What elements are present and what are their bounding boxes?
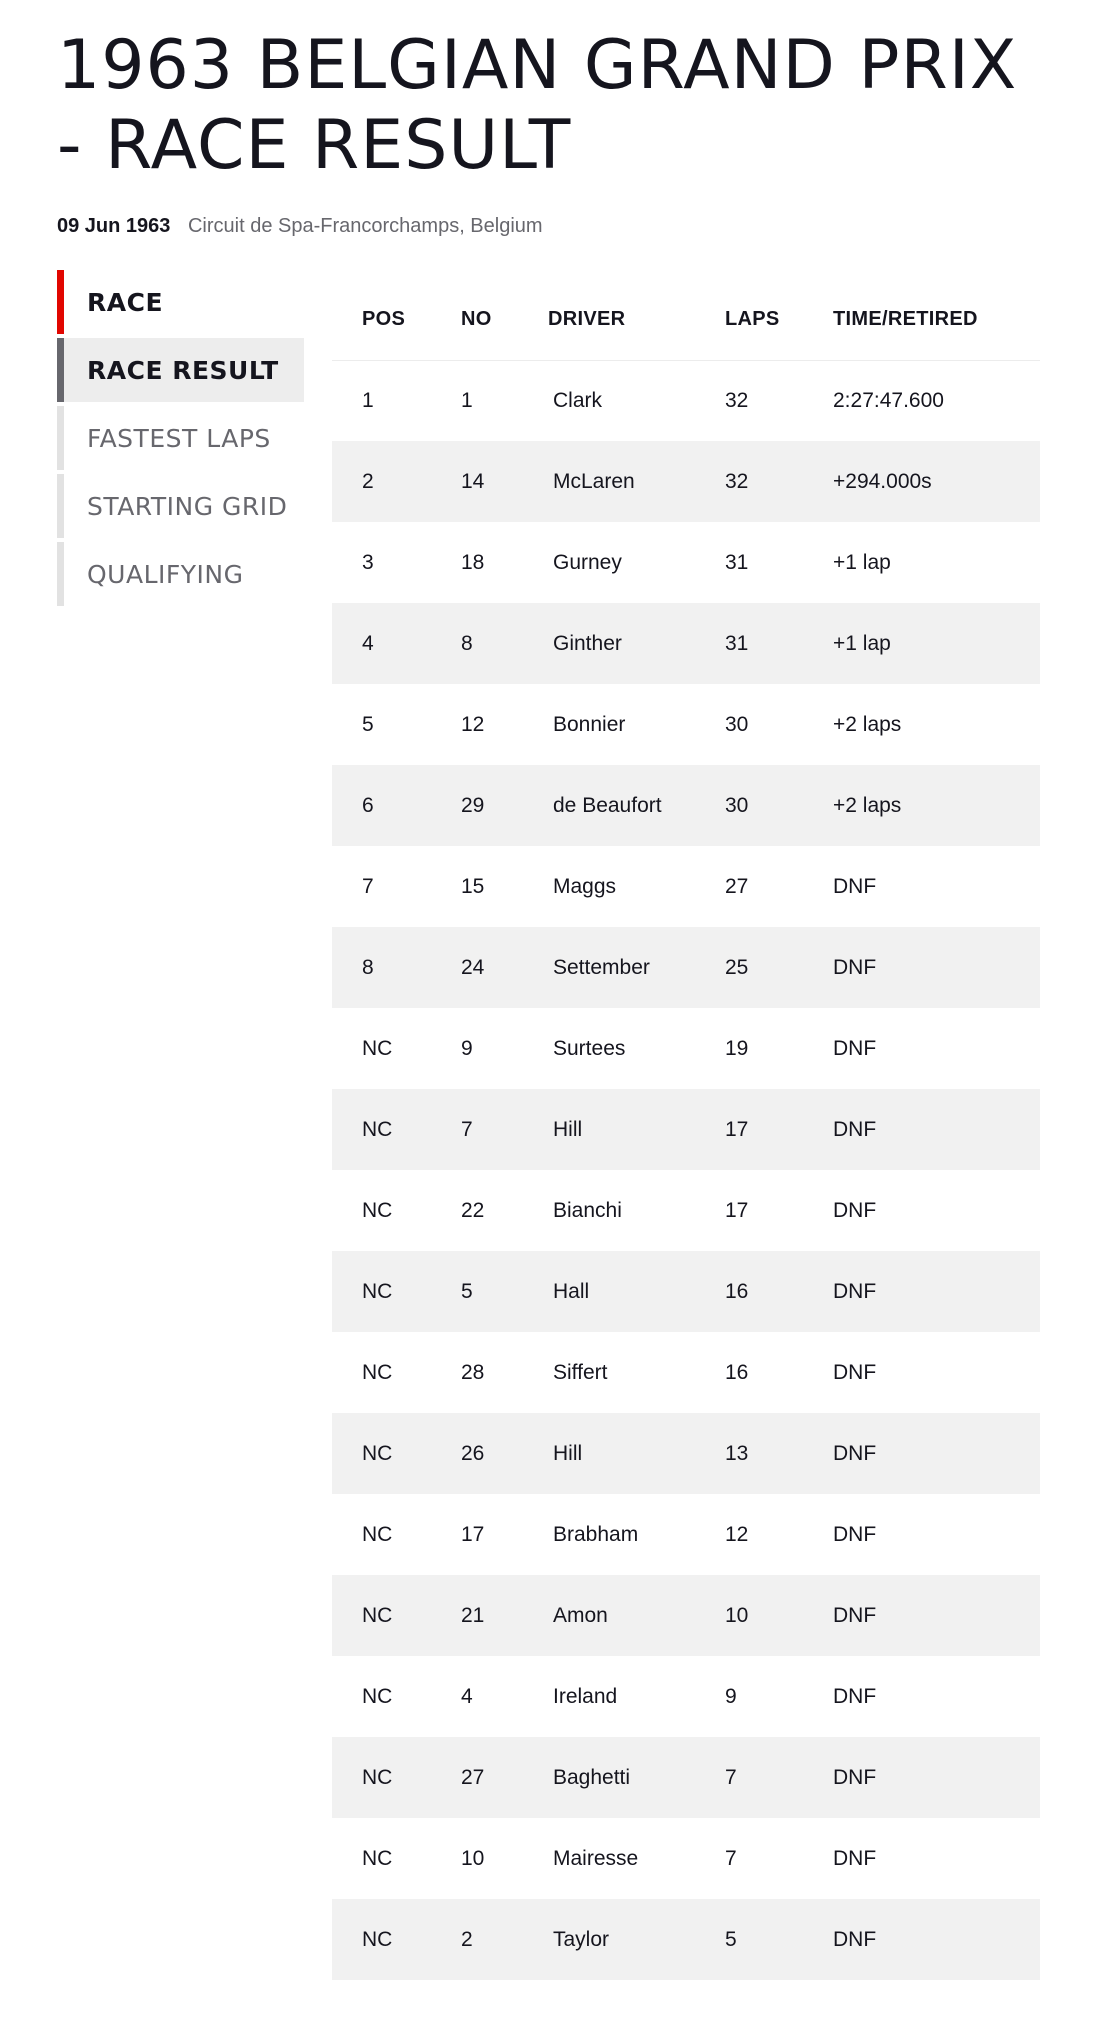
cell-driver: Hill	[553, 1117, 583, 1141]
race-circuit: Circuit de Spa-Francorchamps, Belgium	[187, 215, 543, 237]
cell-pos: 8	[362, 955, 374, 979]
cell-pos: 3	[362, 550, 374, 574]
cell-laps: 31	[725, 550, 749, 574]
cell-laps: 32	[725, 388, 749, 412]
cell-laps: 7	[725, 1846, 737, 1870]
sidebar-item-qualifying[interactable]: QUALIFYING	[57, 542, 304, 606]
cell-pos: 7	[362, 874, 374, 898]
cell-laps: 12	[725, 1522, 749, 1546]
cell-driver: Taylor	[553, 1927, 610, 1951]
cell-car-number: 10	[461, 1846, 485, 1870]
table-row[interactable]	[332, 1656, 1040, 1737]
cell-laps: 31	[725, 631, 749, 655]
table-row[interactable]	[332, 846, 1040, 927]
results-table	[332, 280, 1040, 1980]
cell-car-number: 14	[461, 469, 485, 493]
cell-driver: Ireland	[553, 1684, 618, 1708]
cell-time-retired: +1 lap	[833, 631, 891, 655]
cell-driver: McLaren	[553, 469, 635, 493]
cell-pos: NC	[362, 1522, 393, 1546]
cell-time-retired: DNF	[833, 1117, 877, 1141]
table-row[interactable]	[332, 1251, 1040, 1332]
cell-time-retired: 2:27:47.600	[833, 388, 944, 412]
cell-driver: Bonnier	[553, 712, 626, 736]
cell-laps: 9	[725, 1684, 737, 1708]
table-row[interactable]	[332, 1899, 1040, 1980]
cell-laps: 17	[725, 1198, 749, 1222]
cell-pos: 1	[362, 388, 374, 412]
cell-time-retired: DNF	[833, 1360, 877, 1384]
cell-laps: 30	[725, 793, 749, 817]
cell-laps: 13	[725, 1441, 749, 1465]
header-driver: DRIVER	[548, 308, 626, 331]
cell-pos: NC	[362, 1603, 393, 1627]
table-row[interactable]	[332, 927, 1040, 1008]
cell-car-number: 5	[461, 1279, 473, 1303]
cell-laps: 25	[725, 955, 749, 979]
table-row[interactable]	[332, 1818, 1040, 1899]
cell-pos: NC	[362, 1198, 393, 1222]
cell-car-number: 29	[461, 793, 485, 817]
cell-driver: Mairesse	[553, 1846, 639, 1870]
cell-laps: 17	[725, 1117, 749, 1141]
cell-time-retired: DNF	[833, 1441, 877, 1465]
cell-pos: NC	[362, 1684, 393, 1708]
table-row[interactable]	[332, 1413, 1040, 1494]
cell-car-number: 24	[461, 955, 485, 979]
cell-car-number: 22	[461, 1198, 485, 1222]
cell-driver: Siffert	[553, 1360, 608, 1384]
cell-car-number: 17	[461, 1522, 485, 1546]
header-pos: POS	[362, 308, 406, 331]
cell-time-retired: DNF	[833, 1198, 877, 1222]
cell-driver: Hill	[553, 1441, 583, 1465]
header-no: NO	[461, 308, 492, 331]
cell-car-number: 1	[461, 388, 473, 412]
table-row[interactable]	[332, 765, 1040, 846]
cell-laps: 19	[725, 1036, 749, 1060]
table-row[interactable]	[332, 1089, 1040, 1170]
cell-pos: 2	[362, 469, 374, 493]
cell-driver: Clark	[553, 388, 603, 412]
cell-time-retired: DNF	[833, 1927, 877, 1951]
cell-driver: Settember	[553, 955, 650, 979]
cell-laps: 27	[725, 874, 749, 898]
cell-laps: 5	[725, 1927, 737, 1951]
cell-driver: Ginther	[553, 631, 622, 655]
cell-time-retired: DNF	[833, 1846, 877, 1870]
cell-time-retired: +1 lap	[833, 550, 891, 574]
sidebar-item-race[interactable]: RACE	[57, 270, 304, 334]
sidebar-item-fastest-laps[interactable]: FASTEST LAPS	[57, 406, 304, 470]
table-row[interactable]	[332, 1170, 1040, 1251]
table-row[interactable]	[332, 360, 1040, 441]
cell-driver: Baghetti	[553, 1765, 631, 1789]
cell-pos: NC	[362, 1441, 393, 1465]
cell-pos: NC	[362, 1846, 393, 1870]
table-row[interactable]	[332, 1575, 1040, 1656]
cell-car-number: 21	[461, 1603, 485, 1627]
cell-time-retired: DNF	[833, 874, 877, 898]
cell-car-number: 8	[461, 631, 473, 655]
table-header	[332, 280, 1040, 360]
cell-pos: 5	[362, 712, 374, 736]
cell-time-retired: DNF	[833, 1036, 877, 1060]
cell-driver: de Beaufort	[553, 793, 662, 817]
results-sidebar	[57, 270, 304, 610]
table-row[interactable]	[332, 1008, 1040, 1089]
cell-time-retired: DNF	[833, 1603, 877, 1627]
race-meta	[57, 212, 543, 240]
race-date: 09 Jun 1963	[57, 215, 171, 237]
cell-car-number: 12	[461, 712, 485, 736]
cell-pos: NC	[362, 1360, 393, 1384]
cell-laps: 16	[725, 1279, 749, 1303]
cell-laps: 16	[725, 1360, 749, 1384]
cell-time-retired: DNF	[833, 1279, 877, 1303]
cell-time-retired: DNF	[833, 1522, 877, 1546]
cell-pos: NC	[362, 1765, 393, 1789]
sidebar-item-starting-grid[interactable]: STARTING GRID	[57, 474, 304, 538]
cell-car-number: 9	[461, 1036, 473, 1060]
header-row	[332, 280, 1040, 360]
cell-pos: 4	[362, 631, 374, 655]
cell-time-retired: +2 laps	[833, 793, 902, 817]
cell-driver: Brabham	[553, 1522, 639, 1546]
cell-time-retired: DNF	[833, 955, 877, 979]
cell-car-number: 7	[461, 1117, 473, 1141]
cell-time-retired: +2 laps	[833, 712, 902, 736]
cell-car-number: 27	[461, 1765, 485, 1789]
table-row[interactable]	[332, 684, 1040, 765]
cell-car-number: 26	[461, 1441, 485, 1465]
cell-pos: NC	[362, 1279, 393, 1303]
cell-car-number: 2	[461, 1927, 473, 1951]
cell-time-retired: DNF	[833, 1765, 877, 1789]
sidebar-item-race-result[interactable]: RACE RESULT	[57, 338, 304, 402]
header-laps: LAPS	[725, 308, 780, 331]
page-title: 1963 BELGIAN GRAND PRIX - RACE RESULT	[57, 26, 1018, 185]
cell-car-number: 18	[461, 550, 485, 574]
cell-pos: NC	[362, 1927, 393, 1951]
cell-pos: NC	[362, 1036, 393, 1060]
table-row[interactable]	[332, 1737, 1040, 1818]
table-row[interactable]	[332, 522, 1040, 603]
table-row[interactable]	[332, 1494, 1040, 1575]
cell-laps: 7	[725, 1765, 737, 1789]
cell-driver: Bianchi	[553, 1198, 622, 1222]
cell-car-number: 4	[461, 1684, 473, 1708]
table-row[interactable]	[332, 603, 1040, 684]
cell-pos: 6	[362, 793, 374, 817]
cell-laps: 30	[725, 712, 749, 736]
table-body	[332, 360, 1040, 1980]
cell-car-number: 15	[461, 874, 485, 898]
cell-time-retired: DNF	[833, 1684, 877, 1708]
cell-driver: Surtees	[553, 1036, 626, 1060]
table-row[interactable]	[332, 441, 1040, 522]
cell-driver: Hall	[553, 1279, 590, 1303]
cell-car-number: 28	[461, 1360, 485, 1384]
cell-time-retired: +294.000s	[833, 469, 932, 493]
cell-laps: 10	[725, 1603, 749, 1627]
header-time-retired: TIME/RETIRED	[833, 308, 978, 331]
cell-driver: Amon	[553, 1603, 608, 1627]
cell-driver: Maggs	[553, 874, 617, 898]
table-row[interactable]	[332, 1332, 1040, 1413]
cell-pos: NC	[362, 1117, 393, 1141]
cell-laps: 32	[725, 469, 749, 493]
cell-driver: Gurney	[553, 550, 622, 574]
